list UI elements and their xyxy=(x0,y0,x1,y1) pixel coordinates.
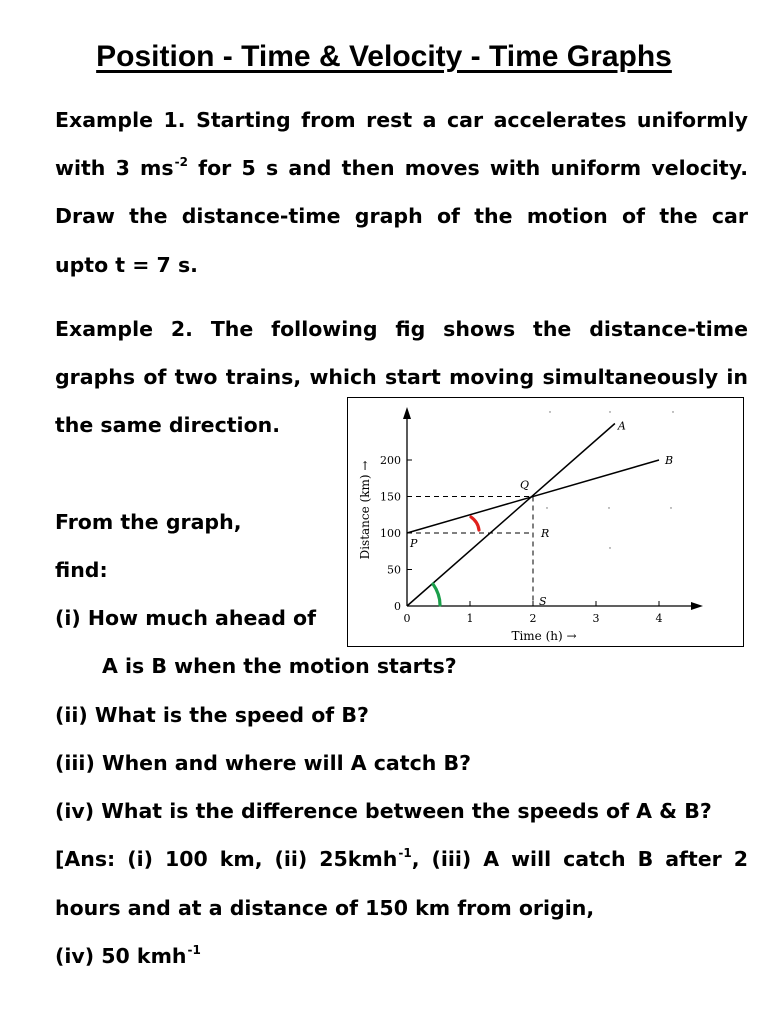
series-label-b: B xyxy=(665,454,674,467)
grid-dot xyxy=(670,507,671,508)
example1-text: with 3 ms xyxy=(55,156,174,180)
x-tick-label: 0 xyxy=(403,612,411,625)
point-label-r: R xyxy=(541,527,550,540)
question-1: (i) How much ahead of xyxy=(55,606,317,630)
y-axis-label: Distance (km) → xyxy=(358,460,372,560)
distance-time-graph xyxy=(347,397,744,647)
answer-text: [Ans: (i) 100 km, (ii) 25kmh xyxy=(55,847,398,871)
example1-text: for 5 s and then moves with uniform velocity. xyxy=(187,156,748,180)
point-label-q: Q xyxy=(520,478,530,492)
chart-svg xyxy=(348,398,743,646)
superscript: -1 xyxy=(187,943,201,957)
x-tick-label: 1 xyxy=(466,612,474,625)
angle-mark-a xyxy=(433,584,440,605)
angle-mark-b xyxy=(471,517,479,530)
point-label-s: S xyxy=(539,595,547,608)
grid-dot xyxy=(546,507,547,508)
x-tick-label: 2 xyxy=(529,612,537,625)
grid-dot xyxy=(609,411,610,412)
y-axis-arrow xyxy=(403,407,411,419)
series-label-a: A xyxy=(617,419,626,433)
grid-dot xyxy=(608,507,609,508)
example1-line-4: upto t = 7 s. xyxy=(55,253,198,277)
question-2: (ii) What is the speed of B? xyxy=(55,703,369,727)
superscript: -1 xyxy=(398,846,412,860)
y-tick-label: 200 xyxy=(380,454,401,467)
y-tick-label: 0 xyxy=(394,600,401,613)
x-axis-arrow xyxy=(691,602,703,610)
question-1-continued: A is B when the motion starts? xyxy=(102,654,457,678)
answer-text: (iv) 50 kmh xyxy=(55,944,187,968)
y-tick-label: 150 xyxy=(380,490,401,504)
from-graph-text: From the graph, xyxy=(55,510,242,534)
example1-line-2 xyxy=(55,156,748,180)
superscript: -2 xyxy=(174,155,188,169)
find-text: find: xyxy=(55,558,108,582)
question-3: (iii) When and where will A catch B? xyxy=(55,751,471,775)
x-axis-label: Time (h) → xyxy=(511,629,577,643)
answer-text: , (iii) A will catch B after 2 xyxy=(411,847,748,871)
point-label-p: P xyxy=(410,537,418,550)
grid-dot xyxy=(609,547,610,548)
x-tick-label: 3 xyxy=(592,612,600,625)
example2-line-2: graphs of two trains, which start moving simultaneously in xyxy=(55,365,748,389)
answer-line-3 xyxy=(55,944,201,968)
example1-line-3: Draw the distance-time graph of the motion of the car xyxy=(55,204,748,228)
example2-line-3: the same direction. xyxy=(55,413,281,437)
answer-line-2: hours and at a distance of 150 km from origin, xyxy=(55,896,595,920)
example2-line-1: Example 2. The following fig shows the distance-time xyxy=(55,317,748,341)
grid-dot xyxy=(672,411,673,412)
series-line-a xyxy=(407,424,615,607)
page-title: Position - Time & Velocity - Time Graphs xyxy=(96,40,672,73)
y-tick-label: 50 xyxy=(387,563,401,577)
answer-line-1 xyxy=(55,847,748,871)
question-4: (iv) What is the difference between the speeds of A & B? xyxy=(55,799,712,823)
x-tick-label: 4 xyxy=(655,612,663,625)
y-tick-label: 100 xyxy=(380,527,401,540)
example1-line-1: Example 1. Starting from rest a car accelerates uniformly xyxy=(55,108,748,132)
grid-dot xyxy=(549,411,550,412)
